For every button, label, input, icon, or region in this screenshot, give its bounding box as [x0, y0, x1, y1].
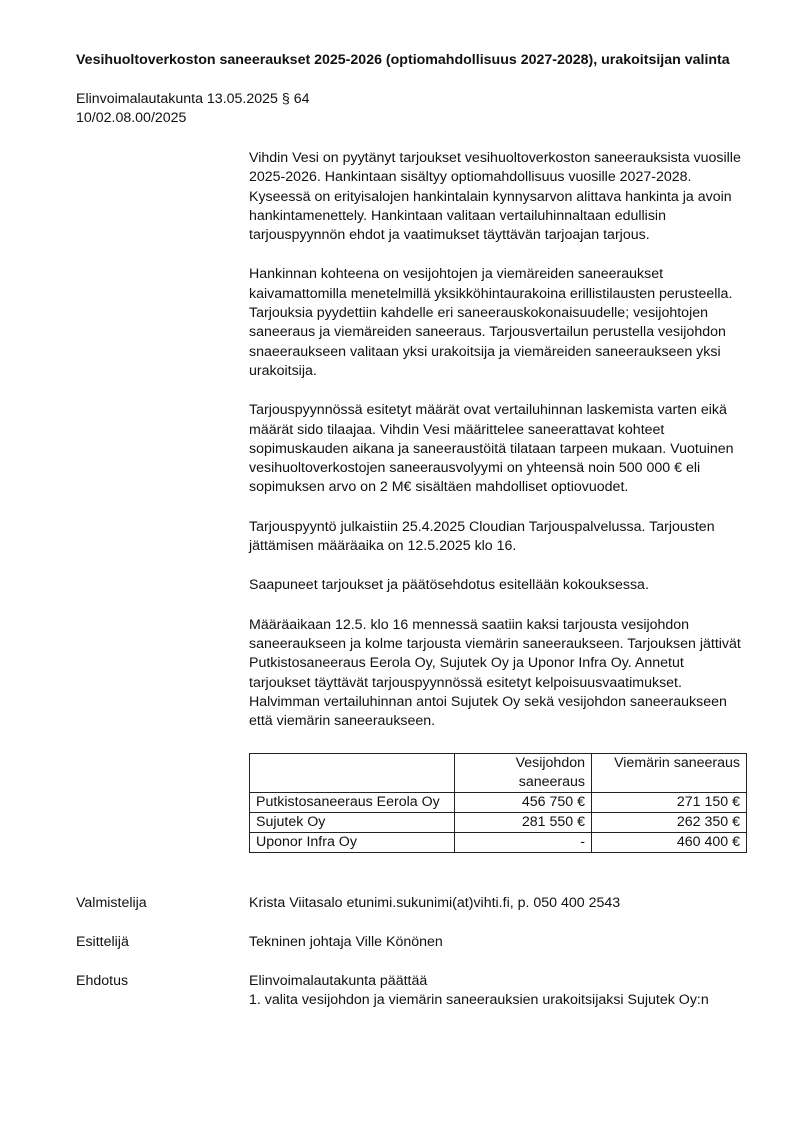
proposal-line: 1. valita vesijohdon ja viemärin saneerauksien urakoitsijaksi Sujutek Oy:n — [249, 992, 709, 1008]
table-header-cell: Vesijohdon saneeraus — [455, 754, 592, 793]
preparer-label: Valmistelija — [76, 895, 147, 911]
offers-table — [249, 753, 747, 853]
table-row — [250, 833, 747, 853]
paragraph: Tarjouspyyntö julkaistiin 25.4.2025 Cloudian Tarjouspalvelussa. Tarjousten jättämisen määräaika on 12.5.2025 klo 16. — [249, 518, 715, 555]
table-row — [250, 793, 747, 813]
meeting-line: Elinvoimalautakunta 13.05.2025 § 64 — [76, 91, 310, 107]
table-cell: Putkistosaneeraus Eerola Oy — [250, 793, 455, 813]
paragraph: Tarjouspyynnössä esitetyt määrät ovat vertailuhinnan laskemista varten eikä määrät sido tilaajaa. Vihdin Vesi määrittelee saneerattavat kohteet sopimuskauden aikana ja saneeraustöitä tilataan tarpeen mukaan. Vuotuinen vesihuoltoverkostojen saneerausvolyymi on yhteensä noin 500 000 € eli sopimuksen arvo on 2 M€ sisältäen mahdolliset optiovuodet. — [249, 402, 734, 496]
proposal-label: Ehdotus — [76, 973, 129, 989]
table-cell: Sujutek Oy — [250, 813, 455, 833]
table-cell: 281 550 € — [455, 813, 592, 833]
paragraph: Määräaikaan 12.5. klo 16 mennessä saatiin kaksi tarjousta vesijohdon saneeraukseen ja kolme tarjousta viemärin saneeraukseen. Tarjouksen jättivät Putkistosaneeraus Eerola Oy, Sujutek Oy ja Uponor Infra Oy. Annetut tarjoukset täyttävät tarjouspyynnössä esitetyt kelpoisuusvaatimukset. Halvimman vertailuhinnan antoi Sujutek Oy sekä vesijohdon saneeraukseen että viemärin saneeraukseen. — [249, 616, 741, 730]
table-cell: 271 150 € — [592, 793, 747, 813]
table-cell: 456 750 € — [455, 793, 592, 813]
table-header-cell: Viemärin saneeraus — [592, 754, 747, 793]
paragraph: Saapuneet tarjoukset ja päätösehdotus esitellään kokouksessa. — [249, 577, 649, 594]
preparer-value: Krista Viitasalo etunimi.sukunimi(at)vihti.fi, p. 050 400 2543 — [249, 895, 621, 911]
paragraph: Vihdin Vesi on pyytänyt tarjoukset vesihuoltoverkoston saneerauksista vuosille 2025-2026. Hankintaan sisältyy optiomahdollisuus vuosille 2027-2028. Kyseessä on erityisalojen hankintalain kynnysarvon alittava hankinta ja avoin hankintamenettely. Hankintaan valitaan vertailuhinnaltaan edullisin tarjouspyynnön ehdot ja vaatimukset täyttävän tarjoajan tarjous. — [249, 150, 741, 244]
table-cell: 262 350 € — [592, 813, 747, 833]
proposal-line: Elinvoimalautakunta päättää — [249, 973, 428, 989]
table-header-row — [250, 754, 747, 793]
table-cell: - — [455, 833, 592, 853]
presenter-label: Esittelijä — [76, 934, 129, 950]
table-cell: Uponor Infra Oy — [250, 833, 455, 853]
meeting-meta — [76, 90, 309, 128]
proposal-value — [249, 972, 794, 1010]
presenter-value: Tekninen johtaja Ville Könönen — [249, 934, 443, 950]
paragraph: Hankinnan kohteena on vesijohtojen ja viemäreiden saneeraukset kaivamattomilla menetelmillä yksikköhintaurakoina erillistilausten perusteella. Tarjouksia pyydettiin kahdelle eri saneerauskokonaisuudelle; vesijohtojen saneeraus ja viemäreiden saneeraus. Tarjousvertailun perustella vesijohdon snaeeraukseen valitaan yksi urakoitsija ja viemäreiden saneeraukseen yksi urakoitsija. — [249, 266, 733, 379]
document-body — [249, 149, 749, 751]
table-row — [250, 813, 747, 833]
table-cell: 460 400 € — [592, 833, 747, 853]
document-title: Vesihuoltoverkoston saneeraukset 2025-2026 (optiomahdollisuus 2027-2028), urakoitsijan valinta — [76, 52, 730, 68]
table-header-cell — [250, 754, 455, 793]
record-number: 10/02.08.00/2025 — [76, 110, 187, 126]
